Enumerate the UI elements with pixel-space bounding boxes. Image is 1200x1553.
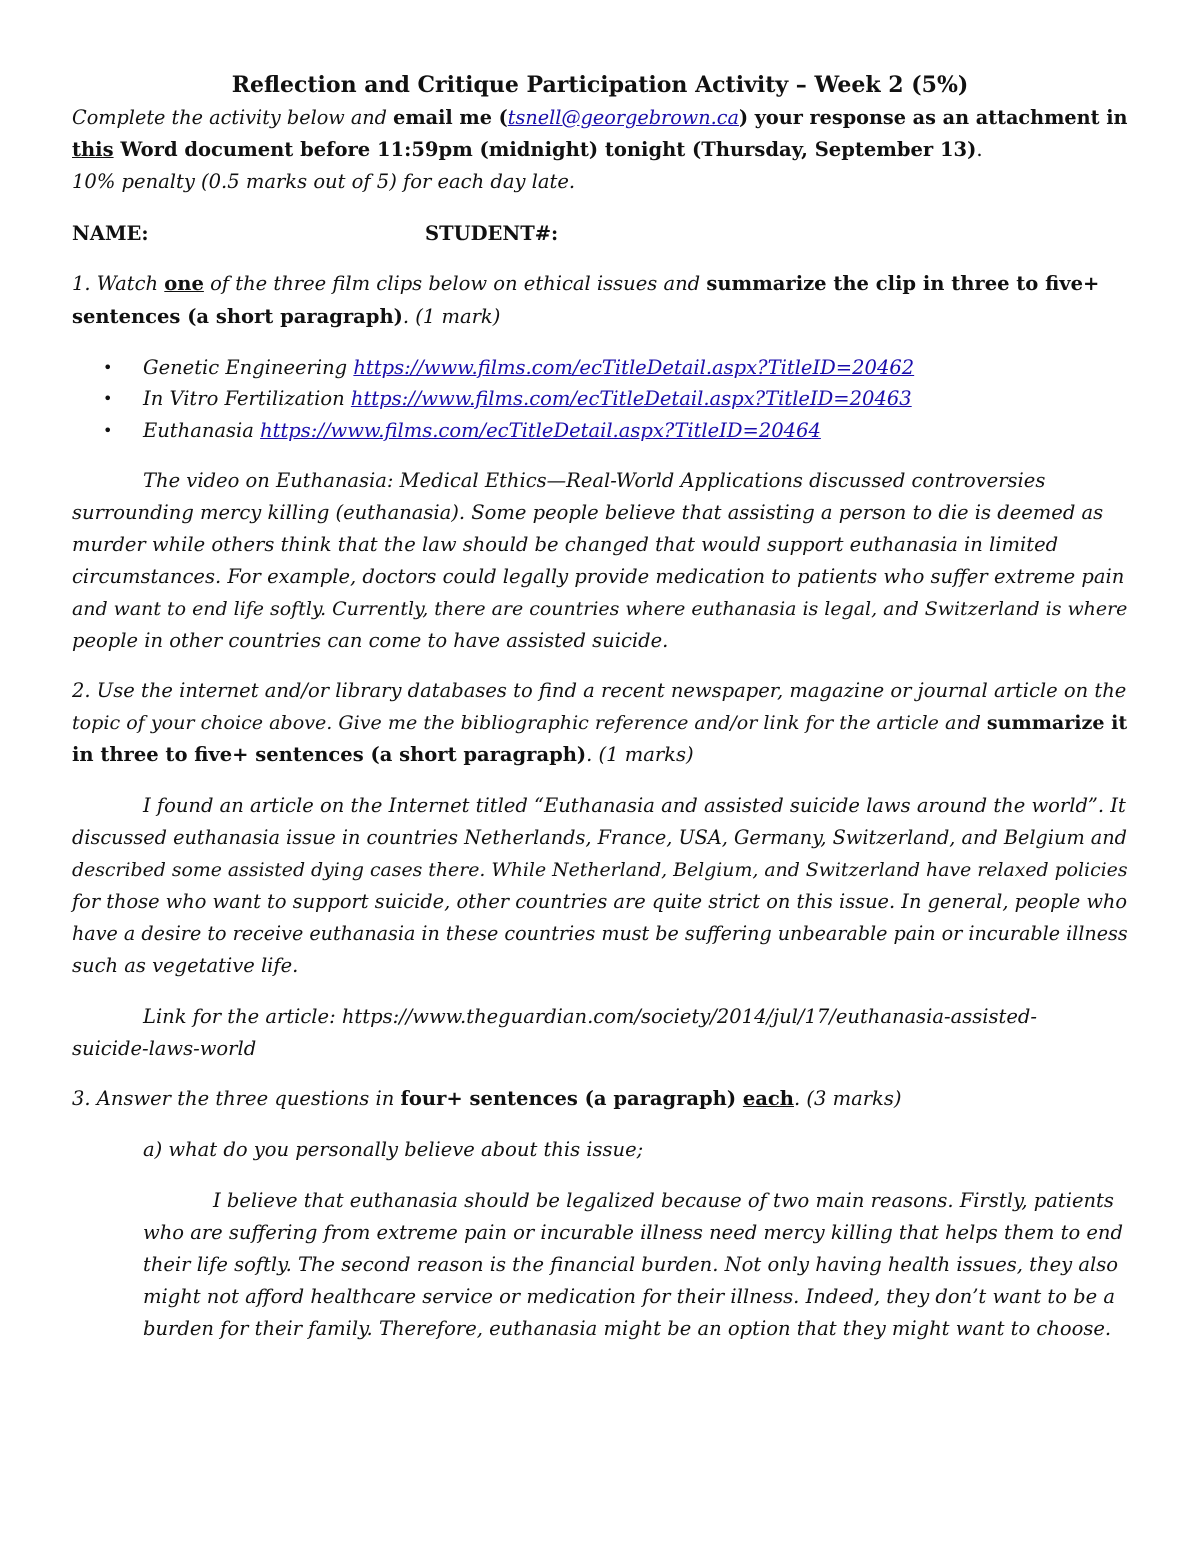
film-link-euthanasia[interactable]: https://www.films.com/ecTitleDetail.aspx?TitleID=20464 [260, 419, 821, 442]
film-link-genetic-engineering[interactable]: https://www.films.com/ecTitleDetail.aspx?TitleID=20462 [353, 356, 915, 379]
answer-1-line: murder while others think that the law should be changed that would support euthanasia in limited [72, 533, 1059, 556]
instructions-line-1: Complete the activity below and email me (tsnell@georgebrown.ca) your response as an attachment in [72, 106, 1128, 129]
list-item: Euthanasia https://www.films.com/ecTitleDetail.aspx?TitleID=20464 [143, 419, 821, 442]
answer-3a-line: their life softly. The second reason is the financial burden. Not only having health issues, they also [143, 1253, 1118, 1276]
page-title: Reflection and Critique Participation Activity – Week 2 (5%) [231, 72, 969, 98]
answer-1-line: The video on Euthanasia: Medical Ethics—Real-World Applications discussed controversies [143, 469, 1046, 492]
answer-3a-line: burden for their family. Therefore, euthanasia might be an option that they might want to choose. [143, 1317, 1112, 1340]
answer-1-line: circumstances. For example, doctors could legally provide medication to patients who suffer extreme pain [72, 565, 1125, 588]
question-3a: a) what do you personally believe about this issue; [143, 1138, 644, 1161]
article-link-line-1: Link for the article: https://www.theguardian.com/society/2014/jul/17/euthanasia-assisted- [143, 1005, 1037, 1028]
film-link-in-vitro-fertilization[interactable]: https://www.films.com/ecTitleDetail.aspx?TitleID=20463 [350, 387, 912, 410]
late-penalty-note: 10% penalty (0.5 marks out of 5) for each day late. [72, 170, 576, 193]
question-2-line-1: 2. Use the internet and/or library databases to find a recent newspaper, magazine or journal article on the [72, 679, 1127, 702]
list-item: In Vitro Fertilization https://www.films.com/ecTitleDetail.aspx?TitleID=20463 [143, 387, 912, 410]
question-3-line-1: 3. Answer the three questions in four+ sentences (a paragraph) each. (3 marks) [72, 1087, 902, 1110]
instructions-line-2: this Word document before 11:59pm (midnight) tonight (Thursday, September 13). [72, 138, 983, 161]
answer-2-line: have a desire to receive euthanasia in these countries must be suffering unbearable pain or incurable illness [72, 922, 1128, 945]
answer-3a-line: might not afford healthcare service or medication for their illness. Indeed, they don’t want to be a [143, 1285, 1115, 1308]
answer-1-line: and want to end life softly. Currently, there are countries where euthanasia is legal, and Switzerland is where [72, 598, 1128, 620]
student-number-label: STUDENT#: [425, 222, 559, 245]
question-2-line-2: topic of your choice above. Give me the bibliographic reference and/or link for the article and summarize it [72, 712, 1128, 734]
list-item: Genetic Engineering https://www.films.com/ecTitleDetail.aspx?TitleID=20462 [143, 356, 915, 379]
bullet-icon: • [103, 358, 113, 377]
answer-2-line: such as vegetative life. [72, 954, 299, 977]
question-1-line-2: sentences (a short paragraph). (1 mark) [72, 305, 501, 328]
answer-2-line: described some assisted dying cases there. While Netherland, Belgium, and Switzerland have relaxed policies [72, 859, 1128, 881]
question-1-line-1: 1. Watch one of the three film clips below on ethical issues and summarize the clip in three to five+ [72, 272, 1100, 295]
answer-1-line: people in other countries can come to have assisted suicide. [72, 629, 669, 652]
email-link[interactable]: tsnell@georgebrown.ca [507, 106, 739, 129]
answer-3a-line: I believe that euthanasia should be legalized because of two main reasons. Firstly, patients [213, 1189, 1114, 1212]
bullet-icon: • [103, 389, 113, 408]
name-label: NAME: [72, 222, 149, 245]
answer-3a-line: who are suffering from extreme pain or incurable illness need mercy killing that helps them to end [143, 1221, 1123, 1244]
answer-2-line: for those who want to support suicide, other countries are quite strict on this issue. In general, people who [72, 890, 1128, 913]
answer-2-line: discussed euthanasia issue in countries Netherlands, France, USA, Germany, Switzerland, and Belgium and [72, 826, 1128, 849]
answer-2-line: I found an article on the Internet titled “Euthanasia and assisted suicide laws around the world”. It [143, 794, 1126, 817]
answer-1-line: surrounding mercy killing (euthanasia). Some people believe that assisting a person to die is deemed as [72, 501, 1104, 524]
article-link-line-2: suicide-laws-world [72, 1037, 257, 1060]
bullet-icon: • [103, 421, 113, 440]
question-2-line-3: in three to five+ sentences (a short paragraph). (1 marks) [72, 743, 694, 766]
